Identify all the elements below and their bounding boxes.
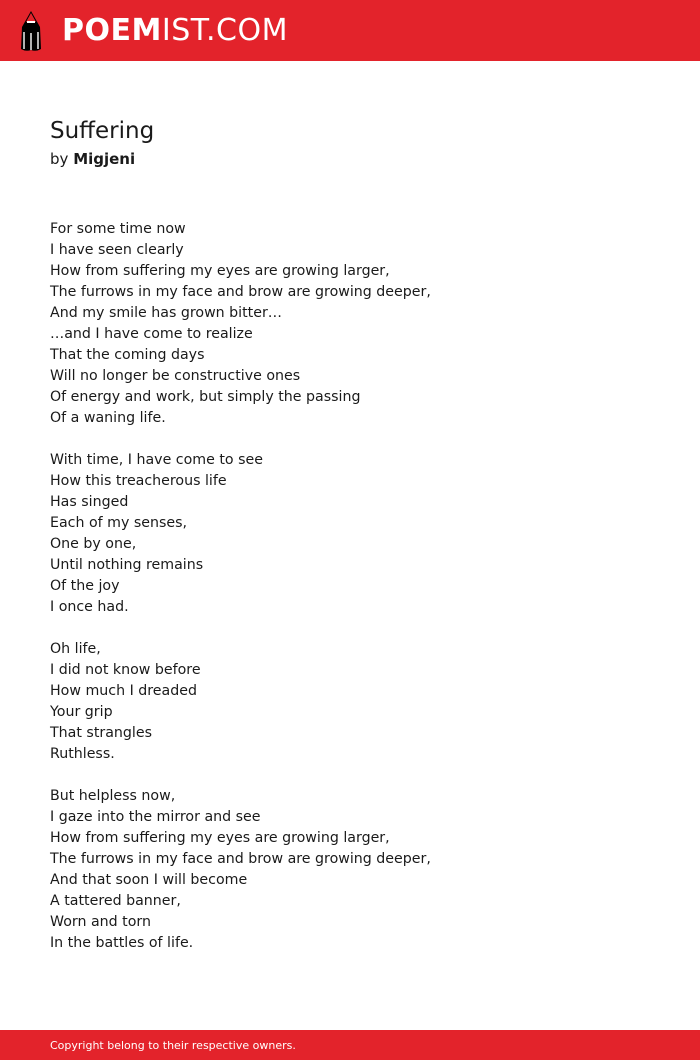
site-header [0, 0, 700, 61]
poem-line: And my smile has grown bitter… [50, 305, 282, 321]
byline [50, 147, 154, 171]
poem-line: That strangles [50, 725, 152, 741]
poem-line: That the coming days [50, 347, 205, 363]
poem-line: Each of my senses, [50, 515, 188, 531]
poem-line: One by one, [50, 536, 137, 552]
poem-body [50, 219, 650, 975]
poem-line: The furrows in my face and brow are growing deeper, [50, 284, 431, 300]
poem-line: I did not know before [50, 662, 201, 678]
poem-line: Until nothing remains [50, 557, 204, 573]
poem-line: Your grip [50, 704, 113, 720]
site-footer [0, 1030, 700, 1060]
stanza [50, 219, 650, 429]
poem-line: I gaze into the mirror and see [50, 809, 261, 825]
poem-line: Has singed [50, 494, 129, 510]
poem-line: How from suffering my eyes are growing larger, [50, 830, 390, 846]
poem-line: Will no longer be constructive ones [50, 368, 301, 384]
poem-line: And that soon I will become [50, 872, 248, 888]
pencil-icon[interactable] [18, 10, 44, 52]
poem-line: Of energy and work, but simply the passing [50, 389, 361, 405]
poem-heading [50, 116, 154, 171]
copyright-text: Copyright belong to their respective owners. [50, 1039, 296, 1052]
poem-line: A tattered banner, [50, 893, 181, 909]
poem-line: Worn and torn [50, 914, 151, 930]
brand-light-text: IST.COM [161, 13, 288, 48]
poem-line: How from suffering my eyes are growing larger, [50, 263, 390, 279]
brand-bold-text: POEM [62, 13, 162, 48]
poem-line: How much I dreaded [50, 683, 197, 699]
stanza [50, 786, 650, 954]
stanza [50, 450, 650, 618]
poem-line: …and I have come to realize [50, 326, 253, 342]
poem-line: I once had. [50, 599, 129, 615]
poem-title: Suffering [50, 118, 155, 144]
stanza [50, 639, 650, 765]
poem-line: How this treacherous life [50, 473, 227, 489]
poem-line: In the battles of life. [50, 935, 194, 951]
poem-line: With time, I have come to see [50, 452, 263, 468]
poem-line: Oh life, [50, 641, 101, 657]
poem-line: Of a waning life. [50, 410, 166, 426]
poem-line: Ruthless. [50, 746, 115, 762]
by-label: by [50, 150, 69, 168]
site-logo-text[interactable] [62, 13, 288, 49]
poem-line: But helpless now, [50, 788, 176, 804]
poem-line: The furrows in my face and brow are growing deeper, [50, 851, 431, 867]
poem-line: I have seen clearly [50, 242, 184, 258]
poem-line: For some time now [50, 221, 186, 237]
poem-line: Of the joy [50, 578, 120, 594]
author-name: Migjeni [73, 150, 136, 168]
